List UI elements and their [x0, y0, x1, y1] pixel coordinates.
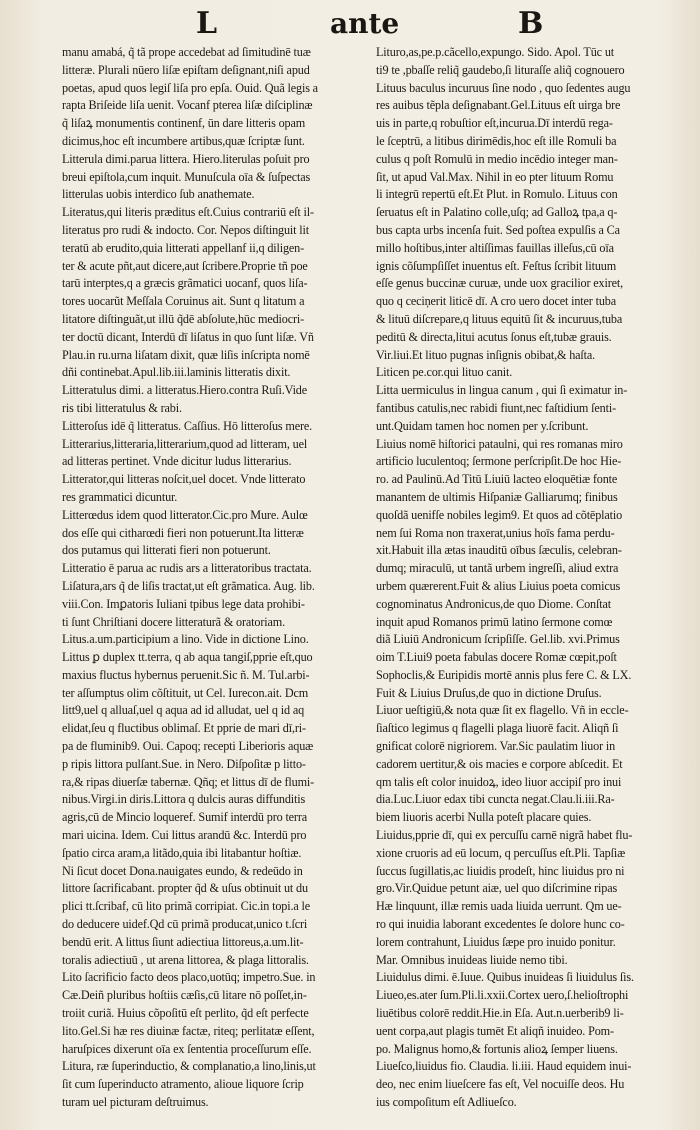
- text-line: & lituū diſcrepare,q lituus equitū ſit & incuruus,tuba: [376, 311, 623, 326]
- text-line: dicimus,hoc eſt incumbere artibus,quæ ſcriptæ ſunt.: [62, 133, 305, 148]
- text-line: Literatus,qui literis præditus eſt.Cuius contrariū eſt il-: [62, 205, 314, 220]
- text-line: dumq; miraculū, ut tantã urbem ingreſſi, aliud extra: [376, 561, 619, 576]
- text-line: xit.Habuit illa ætas inauditū oībus ſæculis, celebran-: [376, 543, 622, 558]
- running-head: [0, 6, 700, 42]
- text-line: cognominatus Andronicus,de quo Diome. Conſtat: [376, 596, 611, 611]
- text-line: Vir.liui.Et lituo pugnas inſignis obibat,& haſta.: [376, 347, 596, 362]
- text-line: Litura, ræ ſuperinductio, & complanatio,a lino,linis,ut: [62, 1059, 316, 1074]
- header-word: ante: [330, 7, 400, 40]
- text-line: Cæ.Deiñ pluribus hoſtiis cæſis,cū litare nō poſſet,in-: [62, 988, 307, 1003]
- text-line: ti9 te ,pbaſſe reliq̃ gaudebo,ſi lituraſſe aliq̃ cognouero: [376, 62, 625, 77]
- text-line: Litteroſus idē q̃ litteratus. Caſſius. Hō litteroſus mere.: [62, 418, 313, 433]
- text-line: xione cruoris ad eū locum, q percuſſus eſt.Pli. Tapſiæ: [376, 845, 626, 860]
- text-line: q̃ liſaꝝ monumentis continenf, ūn dare litteris opam: [62, 116, 306, 131]
- text-line: bus capta urbs incenſa fuit. Sed poſtea expulſis a Ca: [376, 222, 620, 237]
- text-line: li integrū repertū eſt.Et Plut. in Romulo. Lituus con: [376, 187, 618, 202]
- header-letter-right: B: [518, 6, 544, 41]
- right-column: [376, 44, 680, 1112]
- text-line: biem liuoris acerbi Nulla poteſt placare quies.: [376, 810, 592, 825]
- text-line: quo q ceciņerit liticē dī. A cro uero docet inter tuba: [376, 294, 616, 309]
- text-line: deo, nec enim liueſcere fas eſt, Vel nocuiſſe deos. Hu: [376, 1077, 625, 1092]
- text-line: tarū interptes,q a græcis grãmatici uocanf, quos liſa-: [62, 276, 308, 291]
- text-line: ſiaſtico legimus q flagelli plaga liuorē facit. Aliqñ ſi: [376, 721, 619, 736]
- text-line: Liuidus,pprie dī, qui ex percuſſu carnē nigrã habet flu-: [376, 828, 633, 843]
- text-line: p ripis littora pulſant.Sue. in Nero. Diſpoſitæ p litto-: [62, 756, 306, 771]
- text-line: nem ſui Roma non traxerat,unius hoīs fama perdu-: [376, 525, 615, 540]
- text-line: litteræ. Plurali nūero liſæ epiſtam deſignant,niſi apud: [62, 62, 310, 77]
- text-line: rapta Briſeide liſa uenit. Vocanf pterea liſæ diſciplinæ: [62, 98, 313, 113]
- text-line: do deducere uidef.Qd cū primã producat,unico t.ſcri: [62, 917, 308, 932]
- text-line: littore ſacrificabant. propter q̃d & uſus obtinuit ut du: [62, 881, 308, 896]
- text-line: ſpatio circa aram,a litãdo,quia ibi litabantur hoſtiæ.: [62, 845, 302, 860]
- text-line: Lituus baculus incuruus ſine nodo , quo ſedentes augu: [376, 80, 631, 95]
- text-line: cadorem uertitur,& ois macies e corpore abſcedit. Et: [376, 756, 623, 771]
- text-line: Ni ſicut docet Dona.nauigates eundo, & redeūdo in: [62, 863, 303, 878]
- text-line: viii.Con. Imꝑatoris Iuliani tpibus lege data prohibi-: [62, 596, 305, 611]
- text-line: litt9,uel q alluaſ,uel q aqua ad id alludat, uel q id aq: [62, 703, 305, 718]
- text-line: dia.Luc.Liuor edax tibi cuncta negat.Clau.li.iii.Ra-: [376, 792, 615, 807]
- text-line: ter doctū dicant, Interdū dī liſatus in quo ſunt liſæ. Vñ: [62, 329, 314, 344]
- text-line: ter aſſumptus olim cõſtituit, ut Cel. Iurecon.ait. Dcm: [62, 685, 309, 700]
- text-line: ra,& ripas diuerſæ tabernæ. Qñq; et littus dī de flumi-: [62, 774, 315, 789]
- text-line: Liueo,es.ater ſum.Pli.li.xxii.Cortex uero,ſ.helioſtrophi: [376, 988, 629, 1003]
- text-line: fantibus catulis,nec rabidi fiunt,nec faſtidium ſenti-: [376, 400, 616, 415]
- text-line: res grammatici dicuntur.: [62, 489, 178, 504]
- text-line: Litterarius,litteraria,litterarium,quod ad litteram, uel: [62, 436, 308, 451]
- text-line: Fuit & Liuius Druſus,de quo in dictione Druſus.: [376, 685, 602, 700]
- text-line: Sophoclis,& Euripidis mortē annis plus fere C. & LX.: [376, 667, 632, 682]
- text-line: ſit, ut apud Val.Max. Nihil in eo pter lituum Romu: [376, 169, 614, 184]
- text-line: troiit curiã. Huius cõpoſitū eſt perlito, q̃d eſt perfecte: [62, 1006, 309, 1021]
- text-line: Lituro,as,pe.p.cãcello,expungo. Sido. Apol. Tūc ut: [376, 45, 615, 59]
- text-line: Lito ſacrificio facto deos placo,uotūq; impetro.Sue. in: [62, 970, 316, 985]
- text-line: quoſdã uenifſe nobiles legim9. Et quos ad cõtēplatio: [376, 507, 623, 522]
- text-line: Litteratio ē parua ac rudis ars a litteratoribus tractata.: [62, 561, 312, 576]
- text-line: poetas, apud quos legiſ liſa pro epſa. Ouid. Quã legis a: [62, 80, 318, 95]
- text-line: elidat,ſeu q fluctibus oblimaſ. Et pprie de mari dī,ri-: [62, 721, 306, 736]
- text-line: ro qui inuidia laborant excedentes ſe dolore hunc co-: [376, 917, 625, 932]
- text-line: oim T.Liui9 poeta fabulas docere Romæ cœpit,poſt: [376, 650, 617, 665]
- text-line: uis in parte,q robuſtior eſt,incurua.Dī interdū rega-: [376, 116, 613, 131]
- text-line: Plau.in ru.urna liſatam dixit, quæ liſis inſcripta nomē: [62, 347, 310, 362]
- text-line: ti ſunt Chriſtiani docere litteraturã & oratoriam.: [62, 614, 285, 629]
- text-line: Hæ linquunt, illæ remis uada liuida uerrunt. Qm ue-: [376, 899, 622, 914]
- text-line: Liueſco,liuidus fio. Claudia. li.iii. Haud equidem inui-: [376, 1059, 632, 1074]
- text-line: literatus pro rudi & indocto. Cor. Nepos diſtinguit lit: [62, 222, 309, 237]
- text-line: Litterœdus idem quod litterator.Cic.pro Mure. Aulœ: [62, 507, 308, 522]
- text-line: uent corpa,aut plagis tumēt Et aliqñ inuideo. Pom-: [376, 1023, 614, 1038]
- text-line: qm talis eſt color inuidoꝝ, ideo liuor accipiſ pro inui: [376, 774, 622, 789]
- text-line: agris,cū de Mincio loqueref. Sumif interdū pro terra: [62, 810, 308, 825]
- text-line: plici tt.ſcribaf, cū lito primã corripiat. Cic.in topi.a le: [62, 899, 311, 914]
- text-line: ſuccus ſugillatis,ac liuidis prodeſt, hinc liuidus pro ni: [376, 863, 625, 878]
- text-line: po. Malignus homo,& fortunis alioꝝ ſemper liuens.: [376, 1041, 618, 1056]
- text-line: manantem de ultimis Hiſpaniæ Galliarumq; finibus: [376, 489, 618, 504]
- text-line: bendū erit. A littus ſiunt adiectiua littoreus,a.um.lit-: [62, 934, 304, 949]
- text-line: artificio luculentoq; ſermone perſcripſit.De hoc Hie-: [376, 454, 622, 469]
- text-line: ſeruatus eſt in Palatino colle,uſq; ad Galloꝝ tpa,a q-: [376, 205, 618, 220]
- header-letter-left: L: [196, 6, 218, 41]
- text-line: dñi continebat.Apul.lib.iii.laminis litteratis dixit.: [62, 365, 291, 380]
- text-line: nibus.Virgi.in diris.Littora q dulcis auras diffunditis: [62, 792, 306, 807]
- text-line: Liuidulus dimi. ē.Iuue. Quibus inuideas ſi liuidulus ſis.: [376, 970, 634, 985]
- text-line: Liticen pe.cor.qui lituo canit.: [376, 365, 513, 380]
- text-line: litatore diſtinguãt,ut illū q̃dē abſolute,hūc mediocri-: [62, 311, 305, 326]
- text-line: culus q poſt Romulū in medio incēdio integer man-: [376, 151, 618, 166]
- text-line: pa de fluminib9. Oui. Capoq; recepti Liberioris aquæ: [62, 739, 314, 754]
- text-line: ſit cum ſuperinducto atramento, alioue liquore ſcrip: [62, 1077, 304, 1092]
- text-line: urbem quærerent.Fuit & alius Liuius poeta comicus: [376, 578, 621, 593]
- text-line: litterulas uobis interdico ſub anathemate.: [62, 187, 255, 202]
- text-line: toralis adiectiuū , ut arena littorea, & plaga littoralis.: [62, 952, 309, 967]
- text-line: gro.Vir.Quidue petunt aiæ, uel quo diſcrimine ripas: [376, 881, 618, 896]
- text-line: Mar. Omnibus inuideas liuide nemo tibi.: [376, 952, 568, 967]
- text-line: maxius fluctus hybernus peruenit.Sic ñ. M. Tul.arbi-: [62, 667, 310, 682]
- text-line: turam uel picturam deſtruimus.: [62, 1095, 209, 1110]
- text-line: ris tibi litteratulus & rabi.: [62, 400, 182, 415]
- text-line: ter & acute pñt,aut dicere,aut ſcribere.Proprie tñ poe: [62, 258, 308, 273]
- text-line: res auibus tẽpla deſignabant.Gel.Lituus eſt uirga bre: [376, 98, 621, 113]
- text-line: lorem contrahunt, Liuidus ſæpe pro inuido ponitur.: [376, 934, 616, 949]
- text-line: millo hoſtibus,inter altiſſimas fauillas illeſus,cū oīa: [376, 240, 614, 255]
- text-line: breui epiſtola,cum inquit. Munuſcula oīa & ſuſpectas: [62, 169, 311, 184]
- text-line: Litus.a.um.participium a lino. Vide in dictione Lino.: [62, 632, 309, 647]
- text-line: haruſpices dixerunt oīa ex ſententia proceſſurum eſſe.: [62, 1041, 312, 1056]
- text-line: diã Liuiū Andronicum ſcripſiſſe. Gel.lib. xvi.Primus: [376, 632, 620, 647]
- text-line: Littus ꝑ duplex tt.terra, q ab aqua tangiſ,pprie eſt,quo: [62, 650, 313, 665]
- text-line: Litta uermiculus in lingua canum , qui ſi eximatur in-: [376, 383, 628, 398]
- text-line: Liuius nomē hiſtorici pataulni, qui res romanas miro: [376, 436, 623, 451]
- text-line: eſſe genus buccinæ curuæ, unde uox gracilior exiret,: [376, 276, 624, 291]
- text-line: dos eſſe qui citharœdi fieri non potuerunt.Ita litteræ: [62, 525, 304, 540]
- text-line: Liſatura,ars q̃ de liſis tractat,ut eſt grãmatica. Aug. lib.: [62, 578, 315, 593]
- text-line: ad litteras pertinet. Vnde dicitur ludus litterarius.: [62, 454, 292, 469]
- text-line: mari uicina. Idem. Cui littus arandū &c. Interdū pro: [62, 828, 307, 843]
- text-line: peditū & directa,litui acutus ſonus eſt,tubæ grauis.: [376, 329, 612, 344]
- text-line: manu amabá, q̃ tã prope accedebat ad ſimitudinē tuæ: [62, 45, 311, 59]
- text-line: teratū ab erudito,quia litterati appellanf ii,q diligen-: [62, 240, 305, 255]
- text-line: Litterula dimi.parua littera. Hiero.literulas poſuit pro: [62, 151, 310, 166]
- text-line: Litterator,qui litteras noſcit,uel docet. Vnde litterato: [62, 472, 306, 487]
- text-line: ius compoſitum eſt Adliueſco.: [376, 1095, 517, 1110]
- text-line: unt.Quidam tamen hoc nomen per y.ſcribunt.: [376, 418, 589, 433]
- text-line: Litteratulus dimi. a litteratus.Hiero.contra Ruſi.Vide: [62, 383, 308, 398]
- text-line: gnificat colorē nigriorem. Var.Sic paulatim liuor in: [376, 739, 616, 754]
- text-line: tores uocarũt Meſſala Coruinus ait. Sunt q litatum a: [62, 294, 305, 309]
- text-line: le ſceptrū, a litibus dirimēdis,hoc eſt ille Romuli ba: [376, 133, 617, 148]
- left-column: [62, 44, 366, 1112]
- text-line: ro. ad Paulinū.Ad Titū Liuiū lacteo eloquētiæ fonte: [376, 472, 618, 487]
- text-line: dos putamus qui litterati fieri non potuerunt.: [62, 543, 271, 558]
- text-line: lito.Gel.Si hæ res diuinæ factæ, riteq; perlitatæ eſſent,: [62, 1023, 315, 1038]
- text-line: ignis cõſumpſiſſet inuentus eſt. Feſtus ſcribit lituum: [376, 258, 617, 273]
- text-line: inquit apud Romanos primū latino ſermone comœ: [376, 614, 613, 629]
- text-line: Liuor ueſtigiū,& nota quæ ſit ex flagello. Vñ in eccle-: [376, 703, 629, 718]
- text-line: liuētibus colorē reddit.Hie.in Eſa. Aut.n.uerberib9 li-: [376, 1006, 624, 1021]
